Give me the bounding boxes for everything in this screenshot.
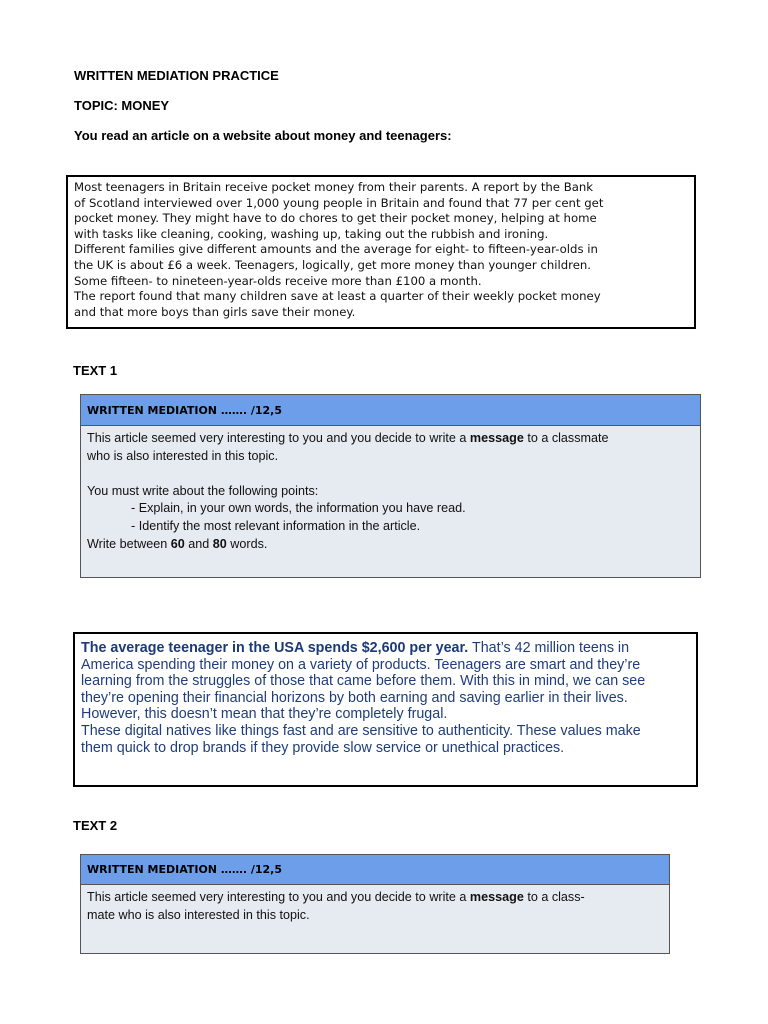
article-2-line — [81, 640, 690, 657]
article-1-line: of Scotland interviewed over 1,000 young people in Britain and found that 77 per cent get — [74, 195, 604, 210]
article-1-line: the UK is about £6 a week. Teenagers, logically, get more money than younger children. — [74, 257, 592, 272]
text-2-label: TEXT 2 — [73, 818, 118, 833]
article-1-line: Different families give different amounts and the average for eight- to fifteen-year-olds in — [74, 242, 598, 257]
instruction-text: This article seemed very interesting to you and you decide to write a — [87, 890, 470, 904]
instruction-bold: message — [469, 431, 524, 445]
word-count-line — [87, 536, 694, 554]
points-intro: You must write about the following points: — [87, 483, 319, 498]
article-1-line: pocket money. They might have to do chores to get their pocket money, helping at home — [74, 211, 597, 226]
instruction-text: to a classmate — [523, 431, 609, 445]
instruction-text: This article seemed very interesting to you and you decide to write a — [87, 431, 470, 445]
article-2-line: However, this doesn’t mean that they’re completely frugal. — [81, 706, 448, 723]
task-header: WRITTEN MEDIATION ……. /12,5 — [81, 395, 700, 426]
article-2-box — [73, 632, 698, 787]
instruction-bold: message — [469, 890, 524, 904]
text-2-task-box — [80, 854, 670, 954]
instruction-text: to a class- — [523, 890, 585, 904]
text-1-task-box — [80, 394, 701, 578]
point-item: - Identify the most relevant information in the article. — [131, 518, 421, 533]
article-2-text: That’s 42 million teens in — [468, 640, 630, 656]
article-2-line: learning from the struggles of those that came before them. With this in mind, we can see — [81, 673, 646, 690]
document-title: WRITTEN MEDIATION PRACTICE — [74, 68, 279, 83]
topic-heading: TOPIC: MONEY — [74, 98, 170, 113]
article-2-line: These digital natives like things fast and are sensitive to authenticity. These values make — [81, 722, 641, 739]
intro-text: You read an article on a website about money and teenagers: — [74, 128, 452, 143]
article-1-line: Some fifteen- to nineteen-year-olds receive more than £100 a month. — [74, 273, 482, 288]
task-instruction-line: who is also interested in this topic. — [87, 448, 279, 463]
task-instruction-line: mate who is also interested in this topic. — [87, 907, 310, 922]
point-item: - Explain, in your own words, the information you have read. — [131, 501, 466, 516]
word-count-text: and — [184, 536, 213, 551]
article-2-lead: The average teenager in the USA spends $2,600 per year. — [81, 640, 469, 656]
task-instruction-line — [87, 430, 694, 448]
article-1-line: with tasks like cleaning, cooking, washing up, taking out the rubbish and ironing. — [74, 226, 549, 241]
task-header: WRITTEN MEDIATION ……. /12,5 — [81, 855, 669, 885]
article-2-line: America spending their money on a variety of products. Teenagers are smart and they’re — [81, 656, 641, 673]
article-2-line: them quick to drop brands if they provide slow service or unethical practices. — [81, 739, 565, 756]
word-count-text: words. — [226, 536, 268, 551]
word-count-min: 60 — [170, 536, 185, 551]
word-count-max: 80 — [212, 536, 227, 551]
article-1-line: and that more boys than girls save their money. — [74, 304, 356, 319]
word-count-text: Write between — [87, 536, 171, 551]
task-instruction-line — [87, 889, 663, 907]
article-1-line: Most teenagers in Britain receive pocket money from their parents. A report by the Bank — [74, 180, 594, 194]
article-1-line: The report found that many children save at least a quarter of their weekly pocket money — [74, 289, 601, 304]
article-1-box — [66, 175, 696, 329]
text-1-label: TEXT 1 — [73, 363, 118, 378]
article-2-line: they’re opening their financial horizons by both earning and saving earlier in their lives. — [81, 689, 628, 706]
